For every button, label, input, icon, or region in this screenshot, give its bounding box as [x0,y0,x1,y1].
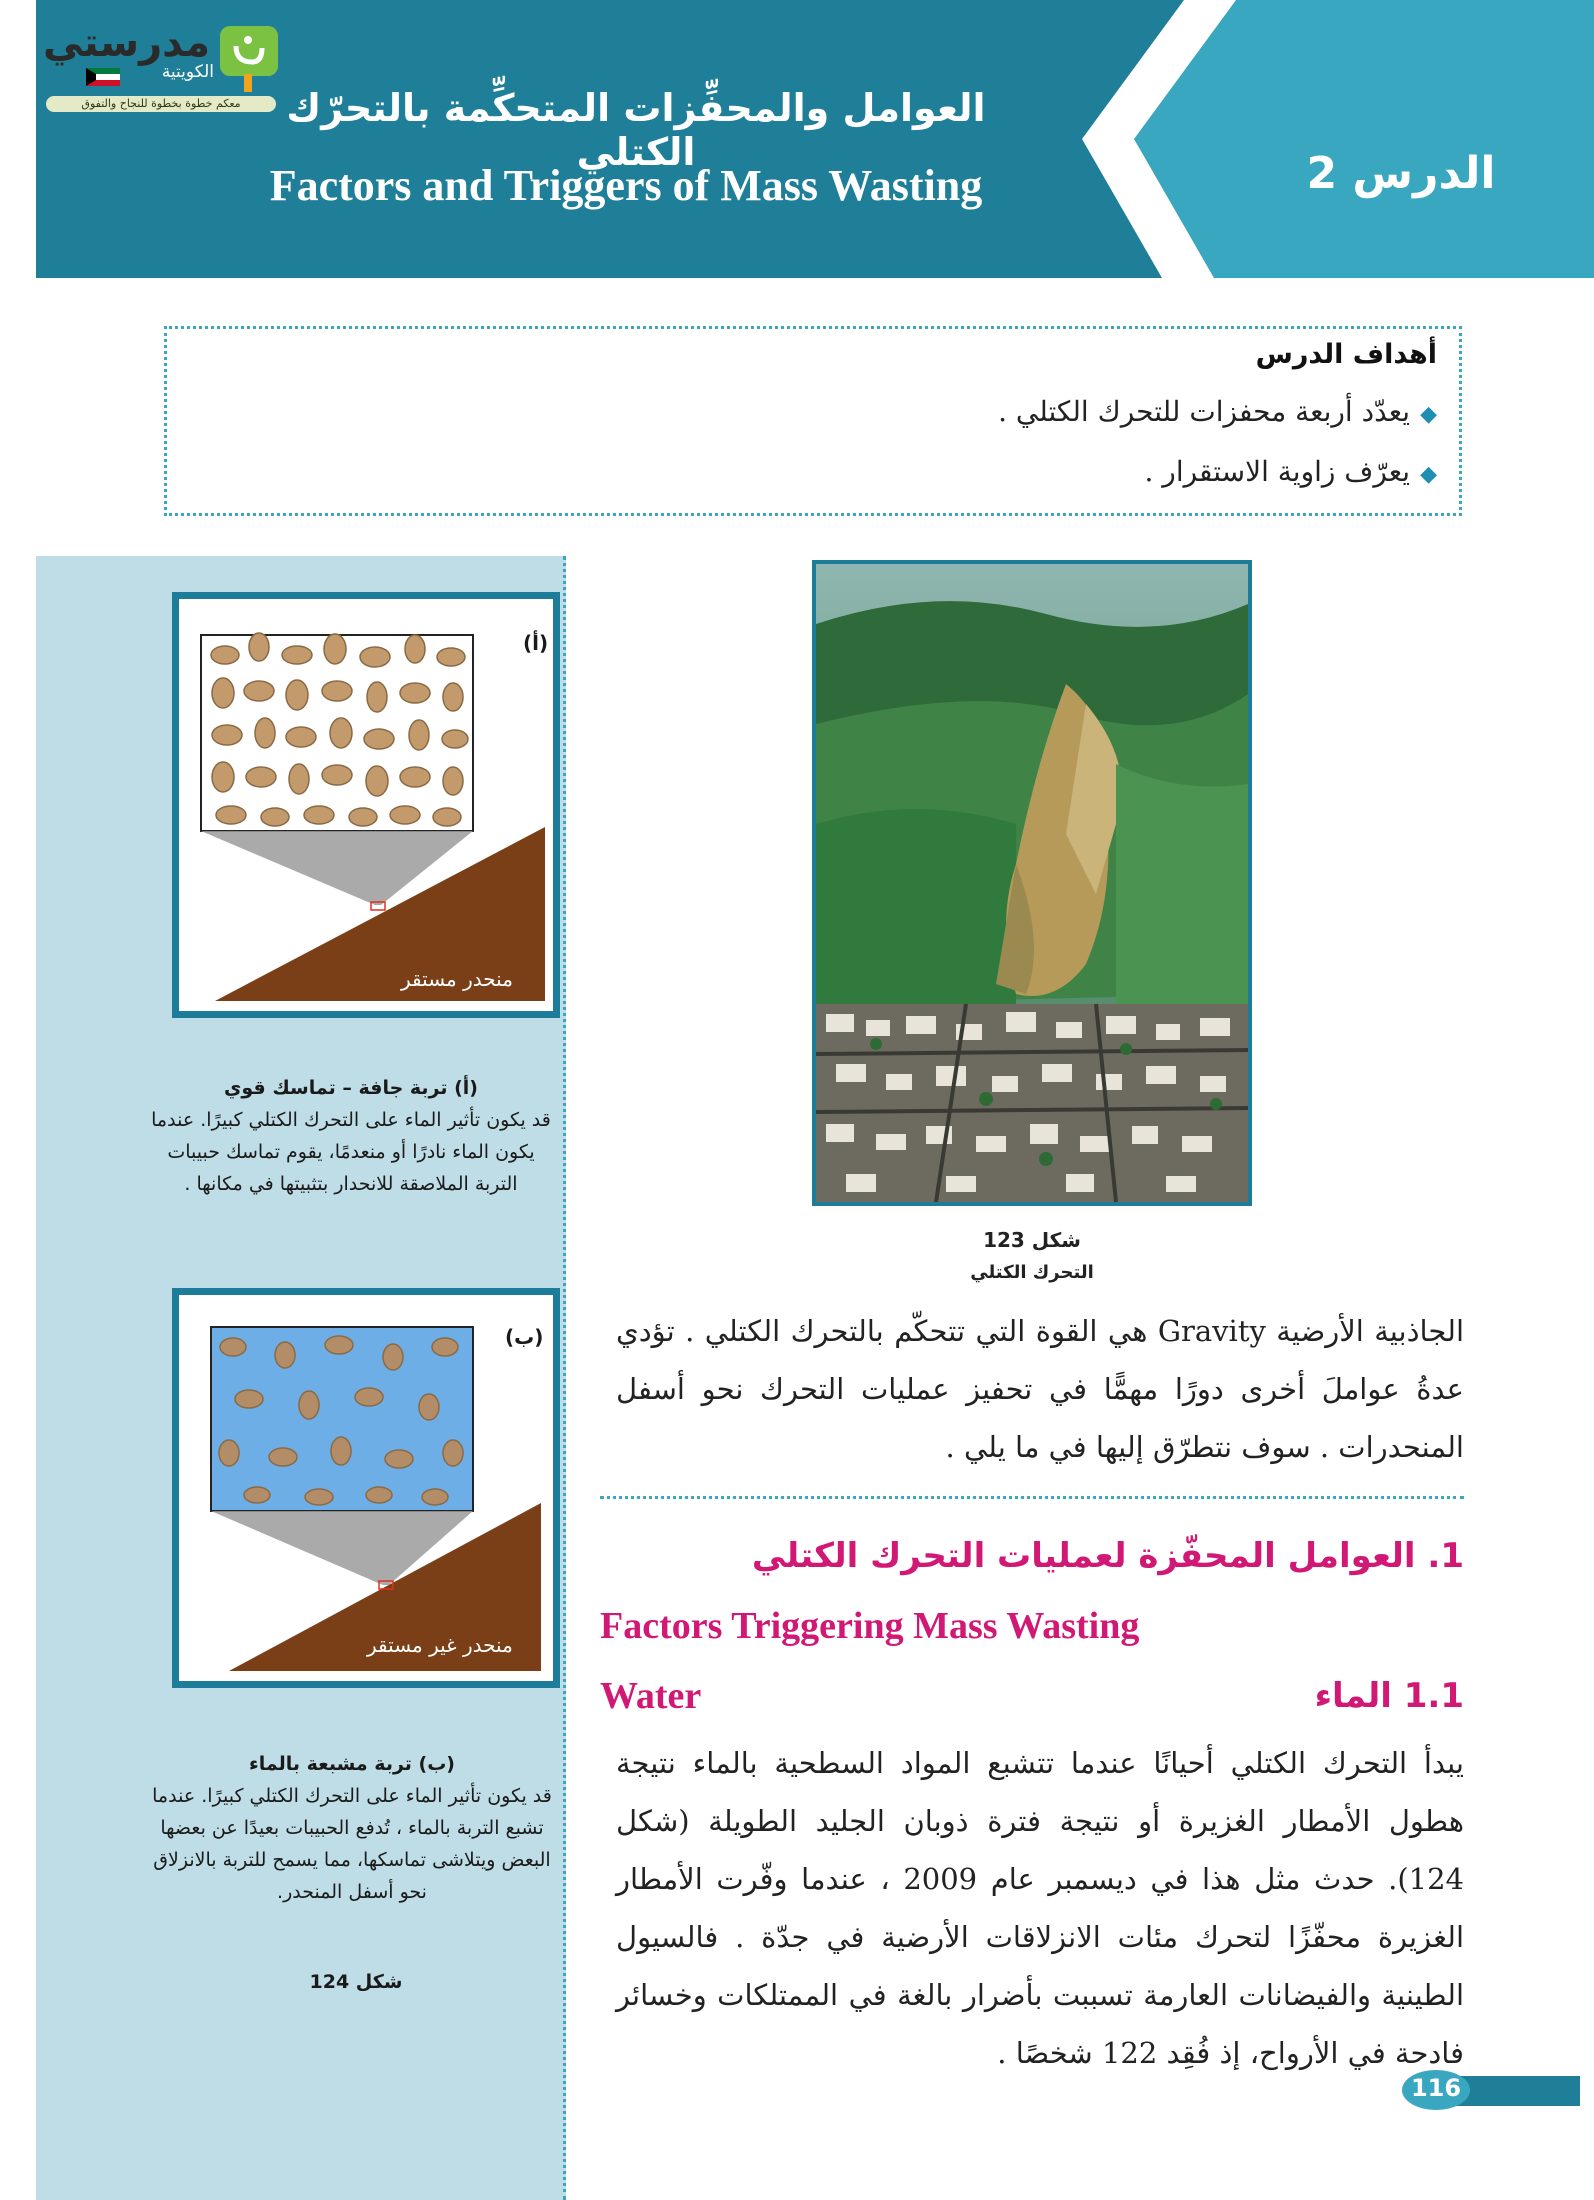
figure-123-number: شكل 123 [983,1228,1081,1252]
page-number: 116 [1410,2074,1462,2102]
section-divider [600,1496,1464,1499]
section-1-title-ar: 1. العوامل المحفّزة لعمليات التحرك الكتلي [751,1536,1464,1576]
water-paragraph: يبدأ التحرك الكتلي أحيانًا عندما تتشبع المواد السطحية بالماء نتيجة هطول الأمطار الغزيرة أو نتيجة فترة ذوبان الجليد الطويلة (شكل 124). حدث مثل هذا في ديسمبر عام 2009 ، عندما وفّرت الأمطار الغزيرة محفّزًا لتحرك مئات الانزلاقات الأرضية في جدّة . فالسيول الطينية والفيضانات العارمة تسببت بأضرار بالغة في الممتلكات وخسائر فادحة في الأرواح، إذ فُقِد 122 شخصًا . [616,1746,1464,2070]
section-1-title-en: Factors Triggering Mass Wasting [600,1605,1140,1647]
unstable-slope-label: منحدر غير مستقر [367,1633,513,1657]
site-logo [40,20,290,116]
figure-b-tag: (ب) [505,1325,544,1349]
subsection-1-1-title-ar: 1.1 الماء [1314,1676,1464,1716]
figure-a-caption-text: قد يكون تأثير الماء على التحرك الكتلي كبيرًا. عندما يكون الماء نادرًا أو منعدمًا، يقوم تماسك حبيبات التربة الملاصقة للانحدار بتثبيتها في مكانها . [151,1109,551,1195]
landslide-photo [812,560,1252,1206]
diamond-bullet-icon: ◆ [1420,402,1437,427]
figure-b-caption [144,1748,560,1908]
intro-paragraph: الجاذبية الأرضية Gravity هي القوة التي تتحكّم بالتحرك الكتلي . تؤدي عدةُ عواملَ أخرى دورًا مهمًّا في تحفيز عمليات التحرك نحو أسفل المنحدرات . سوف نتطرّق إليها في ما يلي . [616,1314,1464,1464]
figure-a-caption [146,1072,556,1200]
figure-a-caption-title: (أ) تربة جافة – تماسك قوي [223,1077,478,1099]
figure-b-caption-text: قد يكون تأثير الماء على التحرك الكتلي كبيرًا. عندما تشبع التربة بالماء ، تُدفع الحبيبات بعيدًا عن بعضها البعض ويتلاشى تماسكها، مما يسمح للتربة بالانزلاق نحو أسفل المنحدر. [152,1785,552,1903]
lesson-title-en: Factors and Triggers of Mass Wasting [269,161,983,210]
figure-a-tag: (أ) [523,631,549,655]
unstable-slope-diagram [179,1295,553,1681]
lesson-number: الدرس 2 [1306,148,1496,199]
stable-slope-label: منحدر مستقر [401,967,513,991]
logo-mark-icon [218,24,282,94]
stable-slope-diagram [179,599,553,1011]
objective-item: ◆يعدّد أربعة محفزات للتحرك الكتلي . [998,395,1437,428]
subsection-1-1-title-en: Water [600,1675,702,1717]
page-number-badge [1400,2068,1480,2108]
figure-124-number: شكل 124 [309,1971,403,1993]
objective-item: ◆يعرّف زاوية الاستقرار . [1144,455,1437,488]
objectives-heading: أهداف الدرس [1255,339,1437,370]
lesson-objectives-box [164,326,1462,516]
diamond-bullet-icon: ◆ [1420,462,1437,487]
logo-tagline: معكم خطوة بخطوة للنجاح والتفوق [46,96,276,112]
kuwait-flag-icon [86,68,120,86]
landslide-illustration [816,564,1248,1202]
figure-b-frame [172,1288,560,1688]
figure-123-title: التحرك الكتلي [970,1262,1094,1283]
figure-b-caption-title: (ب) تربة مشبعة بالماء [248,1753,455,1775]
figure-a-frame [172,592,560,1018]
lesson-title-ar: العوامل والمحفِّزات المتحكِّمة بالتحرّك الكتلي [286,86,986,174]
logo-subtitle: الكويتية [161,62,214,82]
logo-name: مدرستي [42,20,210,66]
figure-sidebar [36,556,566,2200]
